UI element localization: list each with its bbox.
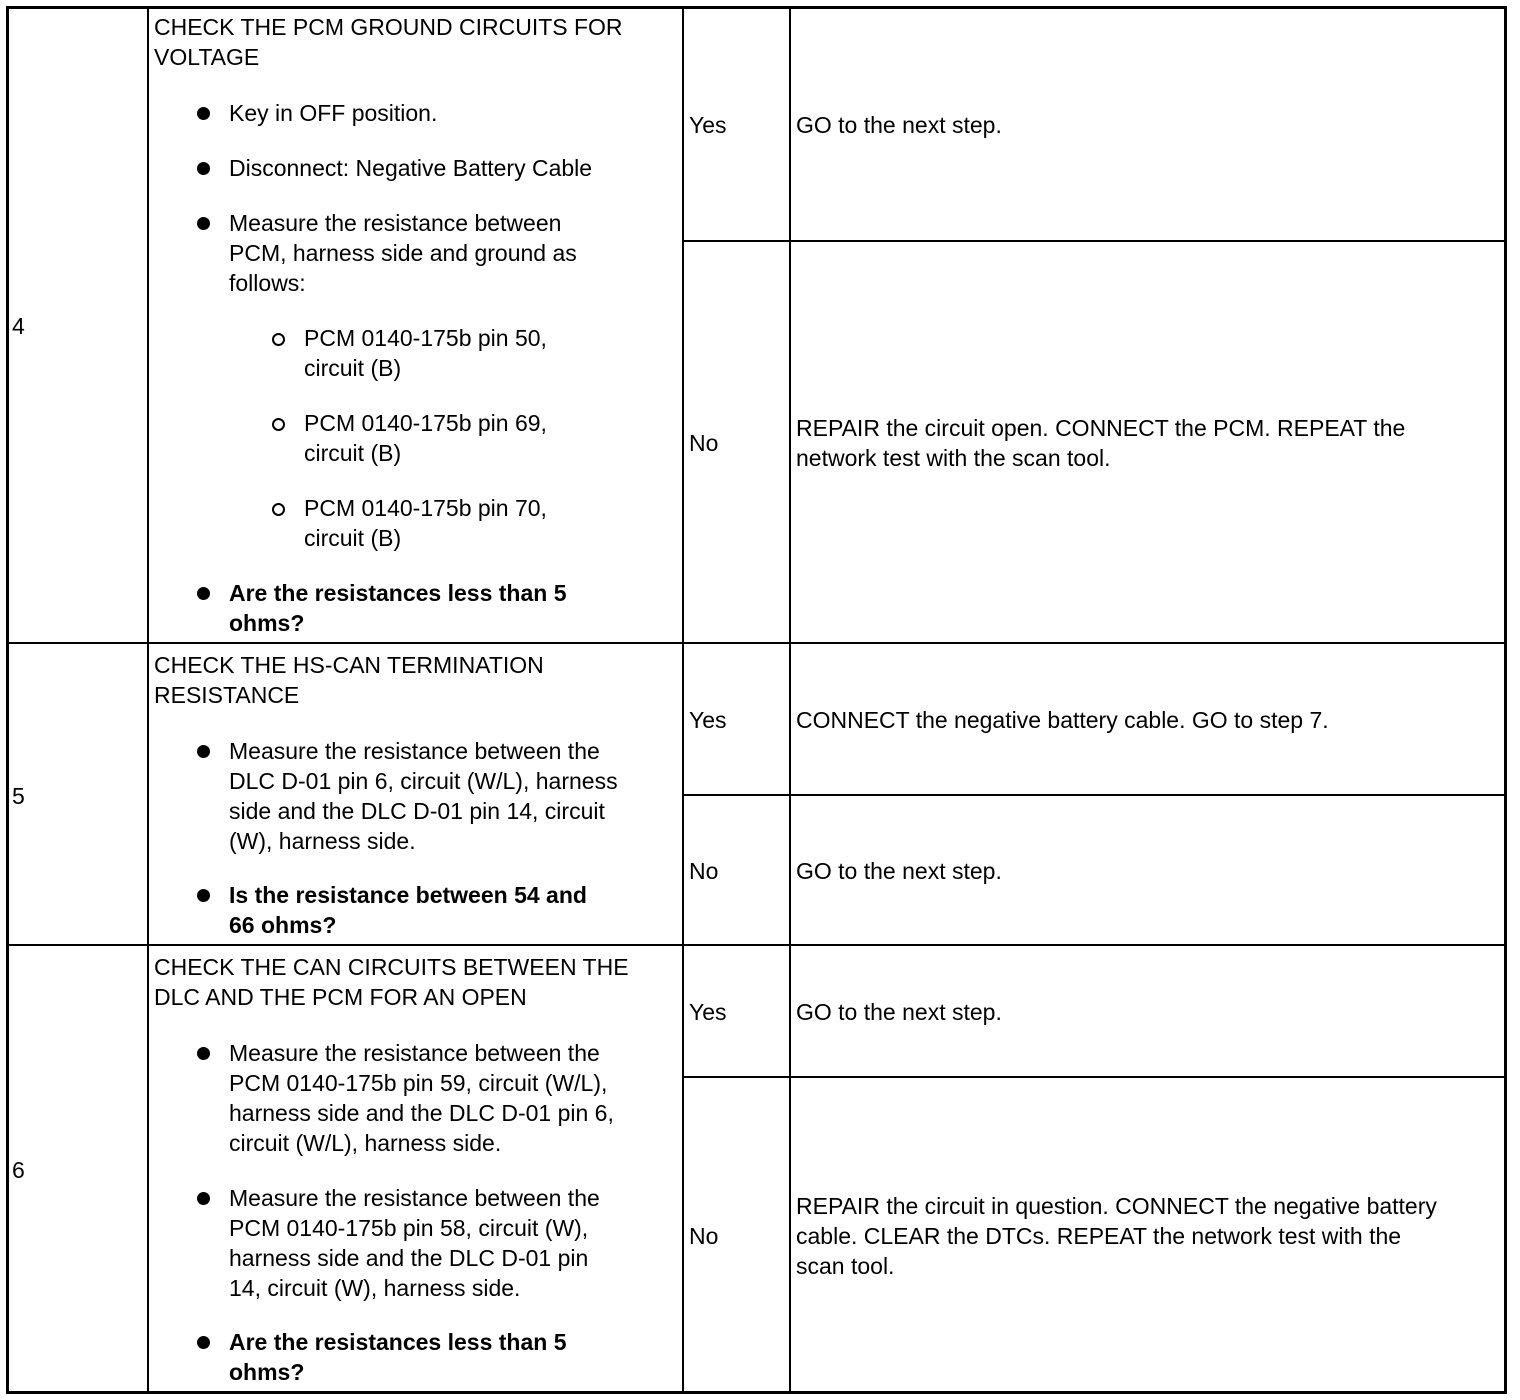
instruction-text: 14, circuit (W), harness side. (229, 1275, 521, 1301)
yes-label: Yes (689, 707, 727, 733)
instruction-text: Measure the resistance between the (229, 1040, 600, 1066)
question-text: ohms? (229, 610, 305, 636)
no-action: cable. CLEAR the DTCs. REPEAT the network test with the (796, 1223, 1402, 1249)
no-label: No (689, 430, 719, 456)
sub-instruction-text: PCM 0140-175b pin 69, (304, 410, 547, 436)
sub-instruction-text: PCM 0140-175b pin 50, (304, 325, 547, 351)
yes-action: GO to the next step. (796, 112, 1002, 138)
instruction-text: harness side and the DLC D-01 pin (229, 1245, 589, 1271)
instruction-text: Disconnect: Negative Battery Cable (229, 155, 593, 181)
yes-no-divider-step5 (682, 794, 1505, 796)
sub-bullet-icon (272, 503, 285, 516)
step-title-line: CHECK THE CAN CIRCUITS BETWEEN THE (154, 954, 629, 980)
bullet-icon (197, 587, 210, 600)
instruction-text: PCM 0140-175b pin 58, circuit (W), (229, 1215, 589, 1241)
bullet-icon (197, 217, 210, 230)
row-divider-step5-6 (8, 944, 1505, 946)
column-divider-result (789, 8, 791, 1392)
sub-instruction-text: circuit (B) (304, 440, 402, 466)
question-text: Are the resistances less than 5 (229, 1329, 567, 1355)
question-text: ohms? (229, 1359, 305, 1385)
instruction-text: (W), harness side. (229, 828, 416, 854)
sub-instruction-text: circuit (B) (304, 355, 402, 381)
yes-label: Yes (689, 112, 727, 138)
step-title-line: CHECK THE PCM GROUND CIRCUITS FOR (154, 14, 623, 40)
yes-action: GO to the next step. (796, 999, 1002, 1025)
yes-no-divider-step6 (682, 1076, 1505, 1078)
sub-bullet-icon (272, 418, 285, 431)
question-text: Are the resistances less than 5 (229, 580, 567, 606)
instruction-text: harness side and the DLC D-01 pin 6, (229, 1100, 614, 1126)
bullet-icon (197, 889, 210, 902)
bullet-icon (197, 1047, 210, 1060)
instruction-text: PCM, harness side and ground as (229, 240, 577, 266)
instruction-text: follows: (229, 270, 306, 296)
step-number: 6 (12, 1157, 25, 1183)
yes-label: Yes (689, 999, 727, 1025)
column-divider-instructions (682, 8, 684, 1392)
yes-action: CONNECT the negative battery cable. GO to step 7. (796, 707, 1329, 733)
step-title-line: CHECK THE HS-CAN TERMINATION (154, 652, 544, 678)
sub-instruction-text: PCM 0140-175b pin 70, (304, 495, 547, 521)
column-divider-step (147, 8, 149, 1392)
step-title-line: RESISTANCE (154, 682, 300, 708)
bullet-icon (197, 107, 210, 120)
no-label: No (689, 858, 719, 884)
instruction-text: Key in OFF position. (229, 100, 438, 126)
bullet-icon (197, 1192, 210, 1205)
instruction-text: Measure the resistance between the (229, 1185, 600, 1211)
step-title-line: VOLTAGE (154, 44, 260, 70)
question-text: Is the resistance between 54 and (229, 882, 587, 908)
instruction-text: Measure the resistance between (229, 210, 562, 236)
no-label: No (689, 1223, 719, 1249)
bullet-icon (197, 745, 210, 758)
bullet-icon (197, 1336, 210, 1349)
no-action: REPAIR the circuit open. CONNECT the PCM. REPEAT the (796, 415, 1406, 441)
question-text: 66 ohms? (229, 912, 337, 938)
sub-bullet-icon (272, 333, 285, 346)
no-action: scan tool. (796, 1253, 895, 1279)
instruction-text: circuit (W/L), harness side. (229, 1130, 502, 1156)
step-number: 4 (12, 313, 25, 339)
yes-no-divider-step4 (682, 240, 1505, 242)
sub-instruction-text: circuit (B) (304, 525, 402, 551)
bullet-icon (197, 162, 210, 175)
no-action: network test with the scan tool. (796, 445, 1111, 471)
instruction-text: Measure the resistance between the (229, 738, 600, 764)
instruction-text: side and the DLC D-01 pin 14, circuit (229, 798, 605, 824)
no-action: GO to the next step. (796, 858, 1002, 884)
step-number: 5 (12, 783, 25, 809)
row-divider-step4-5 (8, 642, 1505, 644)
no-action: REPAIR the circuit in question. CONNECT the negative battery (796, 1193, 1437, 1219)
instruction-text: DLC D-01 pin 6, circuit (W/L), harness (229, 768, 618, 794)
step-title-line: DLC AND THE PCM FOR AN OPEN (154, 984, 527, 1010)
instruction-text: PCM 0140-175b pin 59, circuit (W/L), (229, 1070, 608, 1096)
